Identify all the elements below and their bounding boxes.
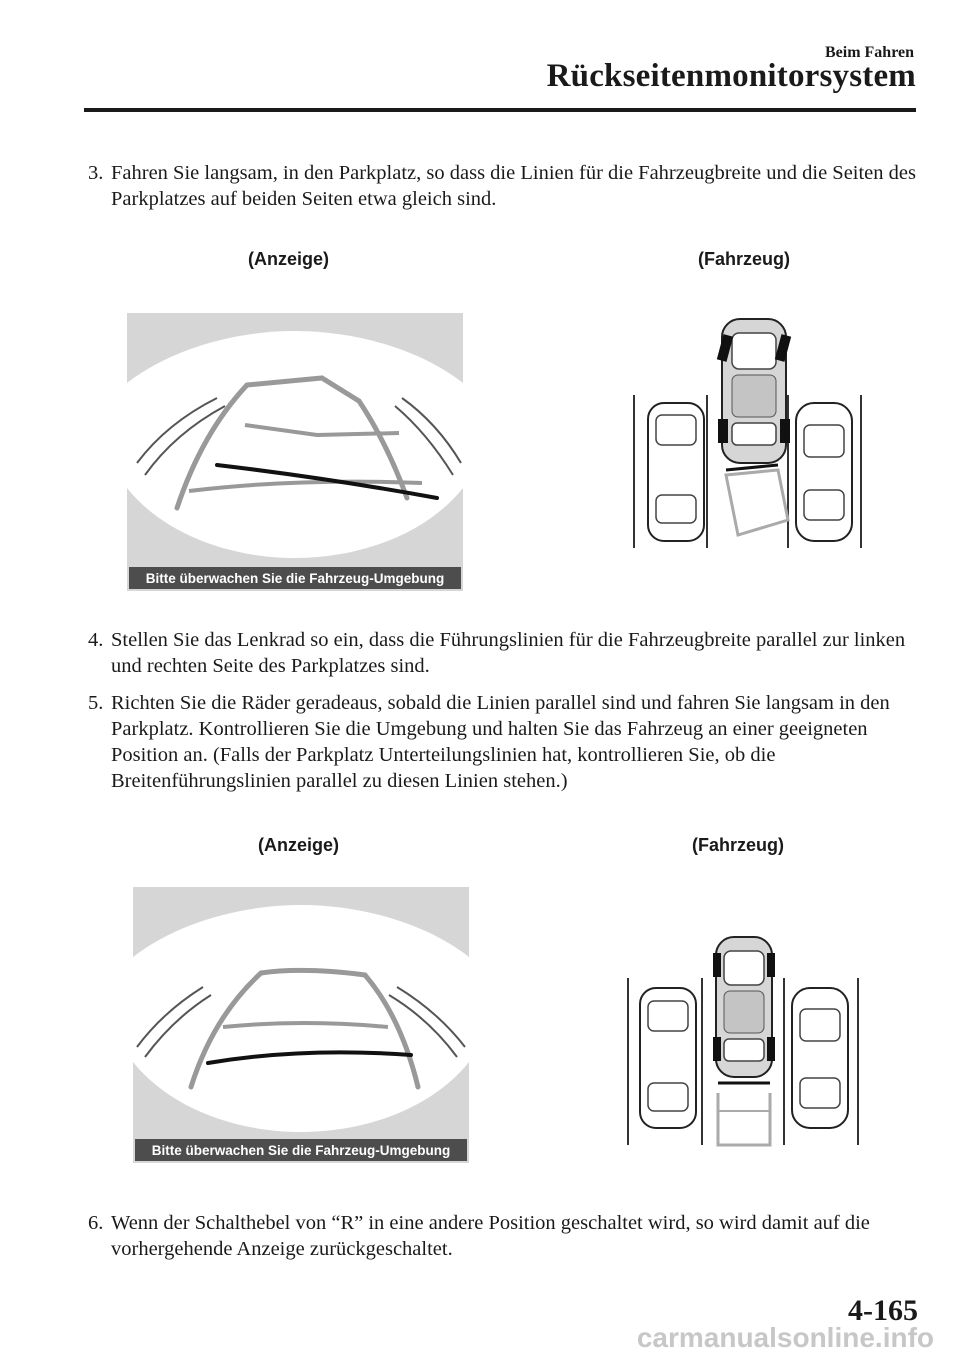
step-5: [88, 690, 918, 794]
header-rule: [84, 108, 916, 112]
step-number: 3.: [88, 162, 104, 184]
page-number: 4-165: [848, 1294, 918, 1327]
step-3: [88, 160, 918, 212]
parking-vehicle-figure: [622, 933, 870, 1148]
step-number: 4.: [88, 629, 104, 651]
rear-camera-display-figure: [127, 313, 463, 591]
step-6: [88, 1210, 918, 1262]
monitor-caption: Bitte überwachen Sie die Fahrzeug-Umgebung: [151, 1143, 451, 1158]
step-text: Fahren Sie langsam, in den Parkplatz, so dass die Linien für die Fahrzeugbreite und die Seiten des Parkplatzes auf beiden Seiten etwa gleich sind.: [111, 162, 916, 210]
header-section-label: Beim Fahren: [824, 44, 914, 61]
step-text: Richten Sie die Räder geradeaus, sobald die Linien parallel sind und fahren Sie langsam in den Parkplatz. Kontrollieren Sie die Umgebung und halten Sie das Fahrzeug an einer geeigneten Position an. (Falls der Parkplatz Unterteilungslinien hat, kontrollieren Sie, ob die Breitenführungslinien parallel zu diesen Linien stehen.): [111, 692, 890, 792]
step-4: [88, 627, 918, 679]
watermark: carmanualsonline.info: [636, 1322, 934, 1353]
display-label: (Anzeige): [248, 249, 329, 269]
parking-vehicle-figure: [628, 315, 876, 550]
vehicle-label: (Fahrzeug): [692, 835, 784, 855]
step-text: Wenn der Schalthebel von “R” in eine andere Position geschaltet wird, so wird damit auf die vorhergehende Anzeige zurückgeschaltet.: [111, 1212, 870, 1260]
step-number: 5.: [88, 692, 104, 714]
monitor-caption: Bitte überwachen Sie die Fahrzeug-Umgebung: [145, 571, 445, 586]
vehicle-label: (Fahrzeug): [698, 249, 790, 269]
step-text: Stellen Sie das Lenkrad so ein, dass die Führungslinien für die Fahrzeugbreite parallel zur linken und rechten Seite des Parkplatzes sind.: [111, 629, 906, 677]
rear-camera-display-figure: [133, 887, 469, 1163]
step-number: 6.: [88, 1212, 104, 1234]
page-title: Rückseitenmonitorsystem: [546, 58, 916, 94]
display-label: (Anzeige): [258, 835, 339, 855]
